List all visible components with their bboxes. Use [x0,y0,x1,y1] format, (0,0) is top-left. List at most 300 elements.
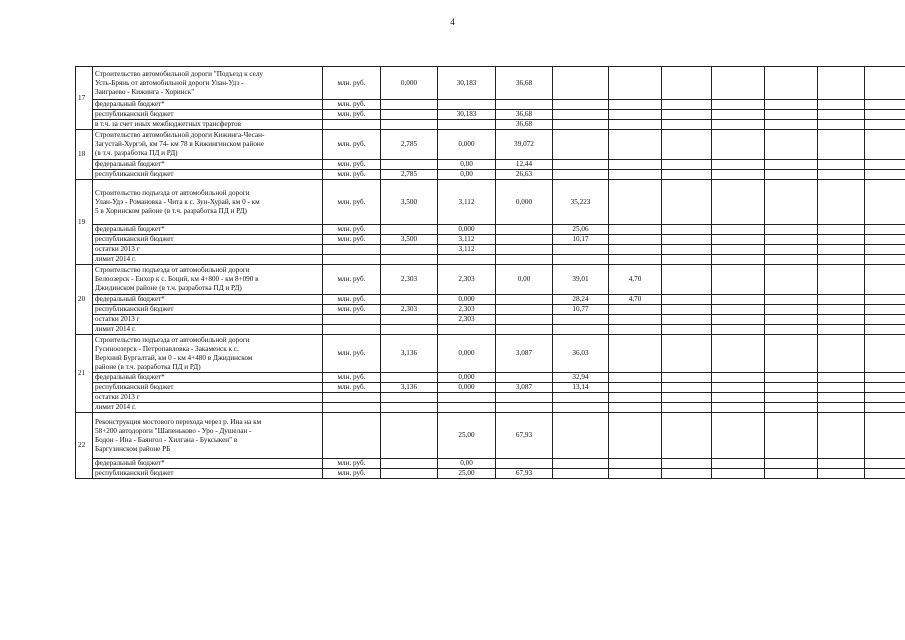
value-cell-6 [662,245,712,255]
unit-cell: млн. руб. [323,170,381,180]
value-cell-10 [865,100,905,110]
value-cell-1 [381,110,438,120]
value-cell-4 [553,160,609,170]
value-cell-10 [865,373,905,383]
budget-table-body [76,67,905,479]
value-cell-7 [712,245,765,255]
description-cell [93,235,323,245]
description-line: в т.ч. за счет иных межбюджетных трансфертов [95,120,242,128]
value-cell-10 [865,403,905,413]
item-number: 20 [76,265,93,335]
table-row-r10 [76,235,905,245]
description-line: лимит 2014 г. [95,325,136,333]
value-cell-5 [609,413,662,459]
value-cell-3 [496,235,553,245]
description-cell [93,255,323,265]
table-row-r14 [76,295,905,305]
value-cell-9 [818,225,865,235]
value-cell-7 [712,130,765,160]
table-row-r17 [76,325,905,335]
value-cell-8 [765,335,818,373]
description-line: Строительство автомобильной дороги Кижинга-Чесан- [95,131,265,139]
value-cell-5 [609,373,662,383]
value-cell-10 [865,110,905,120]
value-cell-10 [865,235,905,245]
table-row-r4 [76,120,905,130]
value-cell-6 [662,170,712,180]
description-cell [93,469,323,479]
unit-cell [323,120,381,130]
value-cell-2 [438,120,496,130]
table-row-r20 [76,383,905,393]
description-cell [93,245,323,255]
value-cell-10 [865,335,905,373]
value-cell-6 [662,110,712,120]
value-cell-2: 0,000 [438,130,496,160]
description-line: федеральный бюджет* [95,100,165,108]
value-cell-7 [712,67,765,100]
value-cell-7 [712,413,765,459]
table-row-r8 [76,180,905,225]
value-cell-6 [662,67,712,100]
value-cell-8 [765,295,818,305]
value-cell-3 [496,295,553,305]
unit-cell: млн. руб. [323,100,381,110]
value-cell-6 [662,403,712,413]
table-row-r1 [76,67,905,100]
value-cell-9 [818,235,865,245]
value-cell-1: 2,303 [381,305,438,315]
value-cell-2: 2,303 [438,305,496,315]
value-cell-2 [438,100,496,110]
value-cell-3 [496,325,553,335]
value-cell-2 [438,403,496,413]
description-line: Загустай-Хургэй, км 74- км 78 в Кижингинском районе [95,140,264,148]
description-line: Строительство автомобильной дороги "Подъезд к селу [95,69,264,78]
value-cell-1 [381,413,438,459]
value-cell-8 [765,170,818,180]
unit-cell [323,245,381,255]
table-row-r6 [76,160,905,170]
value-cell-9 [818,469,865,479]
value-cell-5 [609,315,662,325]
value-cell-5 [609,459,662,469]
value-cell-4 [553,413,609,459]
value-cell-8 [765,180,818,225]
value-cell-8 [765,393,818,403]
value-cell-4 [553,110,609,120]
value-cell-3: 3,087 [496,383,553,393]
description-line: лимит 2014 г. [95,403,136,411]
unit-cell: млн. руб. [323,459,381,469]
value-cell-4 [553,170,609,180]
value-cell-3 [496,225,553,235]
description-cell [93,67,323,100]
value-cell-2: 25,00 [438,469,496,479]
table-row-r23 [76,413,905,459]
value-cell-8 [765,120,818,130]
value-cell-4: 32,94 [553,373,609,383]
value-cell-8 [765,245,818,255]
value-cell-4 [553,100,609,110]
value-cell-6 [662,295,712,305]
value-cell-6 [662,373,712,383]
table-row-r12 [76,255,905,265]
description-line: республиканский бюджет [95,170,174,178]
table-row-r25 [76,469,905,479]
description-cell [93,315,323,325]
value-cell-5 [609,325,662,335]
description-cell [93,373,323,383]
value-cell-10 [865,459,905,469]
value-cell-1: 2,785 [381,130,438,160]
value-cell-8 [765,469,818,479]
value-cell-3: 36,68 [496,67,553,100]
value-cell-5 [609,225,662,235]
description-line: Баргузинском районе РБ [95,444,171,453]
value-cell-9 [818,255,865,265]
value-cell-1: 3,136 [381,335,438,373]
value-cell-8 [765,315,818,325]
value-cell-1 [381,295,438,305]
description-line: республиканский бюджет [95,110,174,118]
value-cell-2: 0,000 [438,373,496,383]
description-line: Строительство подъезда от автомобильной дороги [95,335,250,344]
value-cell-6 [662,469,712,479]
value-cell-3 [496,100,553,110]
description-cell [93,225,323,235]
value-cell-4: 10,77 [553,305,609,315]
value-cell-9 [818,245,865,255]
unit-cell: млн. руб. [323,295,381,305]
description-line: Заиграево - Кижинга - Хоринск" [95,87,195,96]
value-cell-4: 10,17 [553,235,609,245]
value-cell-10 [865,120,905,130]
value-cell-4 [553,393,609,403]
value-cell-3: 39,072 [496,130,553,160]
value-cell-2: 0,00 [438,170,496,180]
table-row-r3 [76,110,905,120]
value-cell-10 [865,170,905,180]
table-row-r5 [76,130,905,160]
value-cell-2: 0,000 [438,335,496,373]
table-row-r24 [76,459,905,469]
description-line: районе (в т.ч. разработка ПД и РД) [95,362,201,371]
value-cell-4 [553,67,609,100]
value-cell-7 [712,235,765,245]
value-cell-7 [712,295,765,305]
value-cell-9 [818,305,865,315]
value-cell-9 [818,459,865,469]
unit-cell [323,315,381,325]
value-cell-3 [496,373,553,383]
value-cell-9 [818,67,865,100]
value-cell-2 [438,393,496,403]
value-cell-3 [496,459,553,469]
value-cell-9 [818,120,865,130]
value-cell-8 [765,130,818,160]
description-cell [93,325,323,335]
value-cell-7 [712,393,765,403]
description-line: федеральный бюджет* [95,160,165,168]
description-line: республиканский бюджет [95,383,174,391]
value-cell-3 [496,393,553,403]
description-line: республиканский бюджет [95,469,174,477]
value-cell-10 [865,295,905,305]
value-cell-1 [381,469,438,479]
value-cell-10 [865,469,905,479]
table-row-r9 [76,225,905,235]
description-cell [93,120,323,130]
value-cell-6 [662,255,712,265]
description-line: Джидинском районе (в т.ч. разработка ПД и РД) [95,284,242,292]
value-cell-1: 2,785 [381,170,438,180]
unit-cell: млн. руб. [323,67,381,100]
unit-cell [323,413,381,459]
value-cell-3: 3,087 [496,335,553,373]
value-cell-10 [865,413,905,459]
value-cell-4 [553,469,609,479]
value-cell-1: 3,136 [381,383,438,393]
description-line: лимит 2014 г. [95,255,136,263]
value-cell-5 [609,305,662,315]
value-cell-6 [662,315,712,325]
value-cell-7 [712,225,765,235]
value-cell-5 [609,255,662,265]
value-cell-8 [765,413,818,459]
value-cell-6 [662,120,712,130]
description-cell [93,180,323,225]
table-row-r11 [76,245,905,255]
value-cell-1 [381,315,438,325]
description-line: Реконструкция мостового перехода через р. Ина на км [95,417,262,426]
description-cell [93,383,323,393]
item-number: 21 [76,335,93,413]
value-cell-1 [381,100,438,110]
description-cell [93,110,323,120]
value-cell-5 [609,120,662,130]
value-cell-8 [765,403,818,413]
item-number: 18 [76,130,93,180]
value-cell-1 [381,245,438,255]
value-cell-6 [662,335,712,373]
table-row-r19 [76,373,905,383]
table-row-r2 [76,100,905,110]
value-cell-4: 39,01 [553,265,609,295]
item-number: 19 [76,180,93,265]
description-line: Гусиноозерск - Петропавловка - Закаменск к с. [95,344,239,353]
value-cell-9 [818,160,865,170]
value-cell-10 [865,225,905,235]
value-cell-5 [609,235,662,245]
value-cell-9 [818,325,865,335]
value-cell-6 [662,305,712,315]
unit-cell: млн. руб. [323,335,381,373]
description-cell [93,459,323,469]
value-cell-4: 28,24 [553,295,609,305]
value-cell-5 [609,383,662,393]
value-cell-3: 0,000 [496,180,553,225]
description-line: федеральный бюджет* [95,225,165,233]
value-cell-10 [865,160,905,170]
value-cell-7 [712,469,765,479]
unit-cell [323,255,381,265]
value-cell-8 [765,305,818,315]
table-row-r22 [76,403,905,413]
value-cell-7 [712,120,765,130]
description-line: 58+200 автодороги "Шапеньково - Уро - Душелан - [95,426,252,435]
value-cell-3 [496,255,553,265]
value-cell-1 [381,459,438,469]
value-cell-7 [712,403,765,413]
table-row-r16 [76,315,905,325]
value-cell-5 [609,130,662,160]
value-cell-9 [818,180,865,225]
value-cell-7 [712,160,765,170]
value-cell-1 [381,325,438,335]
value-cell-2: 30,183 [438,67,496,100]
value-cell-10 [865,245,905,255]
value-cell-1 [381,255,438,265]
description-line: федеральный бюджет* [95,459,165,467]
value-cell-9 [818,170,865,180]
value-cell-6 [662,130,712,160]
value-cell-5 [609,403,662,413]
value-cell-1 [381,373,438,383]
value-cell-8 [765,160,818,170]
value-cell-10 [865,305,905,315]
description-line: Бодон - Ина - Баянгол - Хилгана - Буксыкен" в [95,435,238,444]
value-cell-6 [662,325,712,335]
value-cell-2: 30,183 [438,110,496,120]
unit-cell: млн. руб. [323,160,381,170]
value-cell-3: 67,93 [496,469,553,479]
description-cell [93,130,323,160]
value-cell-7 [712,305,765,315]
value-cell-6 [662,265,712,295]
value-cell-1 [381,160,438,170]
table-row-r18 [76,335,905,373]
value-cell-5 [609,100,662,110]
value-cell-4: 35,223 [553,180,609,225]
value-cell-5 [609,180,662,225]
value-cell-3: 36,68 [496,120,553,130]
value-cell-3: 26,63 [496,170,553,180]
description-line: 5 в Хоринском районе (в т.ч. разработка ПД и РД) [95,206,247,215]
value-cell-9 [818,130,865,160]
value-cell-1: 3,500 [381,180,438,225]
description-cell [93,335,323,373]
description-cell [93,170,323,180]
value-cell-3: 0,00 [496,265,553,295]
value-cell-4: 25,06 [553,225,609,235]
value-cell-8 [765,325,818,335]
unit-cell [323,325,381,335]
unit-cell: млн. руб. [323,130,381,160]
value-cell-4 [553,403,609,413]
table-row-r7 [76,170,905,180]
item-number: 17 [76,67,93,130]
description-cell [93,160,323,170]
value-cell-4: 13,14 [553,383,609,393]
value-cell-10 [865,315,905,325]
value-cell-9 [818,383,865,393]
description-line: Белоозерск - Енхор к с. Боций, км 4+800 - км 8+090 в [95,275,259,283]
value-cell-10 [865,393,905,403]
table-row-r13 [76,265,905,295]
value-cell-7 [712,110,765,120]
unit-cell [323,403,381,413]
value-cell-1: 3,500 [381,235,438,245]
value-cell-6 [662,459,712,469]
value-cell-7 [712,265,765,295]
value-cell-5 [609,335,662,373]
value-cell-2 [438,325,496,335]
unit-cell: млн. руб. [323,265,381,295]
value-cell-8 [765,110,818,120]
value-cell-2: 2,303 [438,315,496,325]
value-cell-6 [662,180,712,225]
value-cell-8 [765,235,818,245]
value-cell-6 [662,235,712,245]
table-row-r21 [76,393,905,403]
value-cell-10 [865,383,905,393]
description-line: Строительство подъезда от автомобильной дороги [95,266,250,274]
value-cell-5 [609,170,662,180]
value-cell-5 [609,469,662,479]
value-cell-9 [818,335,865,373]
value-cell-1 [381,120,438,130]
value-cell-1 [381,403,438,413]
value-cell-9 [818,413,865,459]
value-cell-7 [712,255,765,265]
value-cell-8 [765,265,818,295]
value-cell-2: 0,00 [438,459,496,469]
value-cell-7 [712,459,765,469]
description-line: Строительство подъезда от автомобильной дороги [95,188,250,197]
value-cell-9 [818,373,865,383]
unit-cell: млн. руб. [323,373,381,383]
value-cell-3 [496,403,553,413]
description-cell [93,265,323,295]
value-cell-5 [609,393,662,403]
value-cell-7 [712,383,765,393]
value-cell-2: 0,000 [438,295,496,305]
value-cell-9 [818,110,865,120]
value-cell-10 [865,130,905,160]
value-cell-7 [712,315,765,325]
value-cell-2: 3,112 [438,245,496,255]
value-cell-9 [818,315,865,325]
value-cell-1 [381,393,438,403]
unit-cell: млн. руб. [323,110,381,120]
value-cell-1: 0,000 [381,67,438,100]
value-cell-8 [765,100,818,110]
value-cell-10 [865,325,905,335]
value-cell-3: 36,68 [496,110,553,120]
value-cell-6 [662,413,712,459]
value-cell-3: 12,44 [496,160,553,170]
value-cell-2: 0,000 [438,225,496,235]
value-cell-10 [865,180,905,225]
description-line: Улан-Удэ - Романовка - Чита к с. Зун-Хурай, км 0 - км [95,197,260,206]
unit-cell: млн. руб. [323,180,381,225]
value-cell-5 [609,245,662,255]
value-cell-9 [818,265,865,295]
value-cell-4 [553,315,609,325]
unit-cell: млн. руб. [323,469,381,479]
value-cell-2: 3,112 [438,180,496,225]
